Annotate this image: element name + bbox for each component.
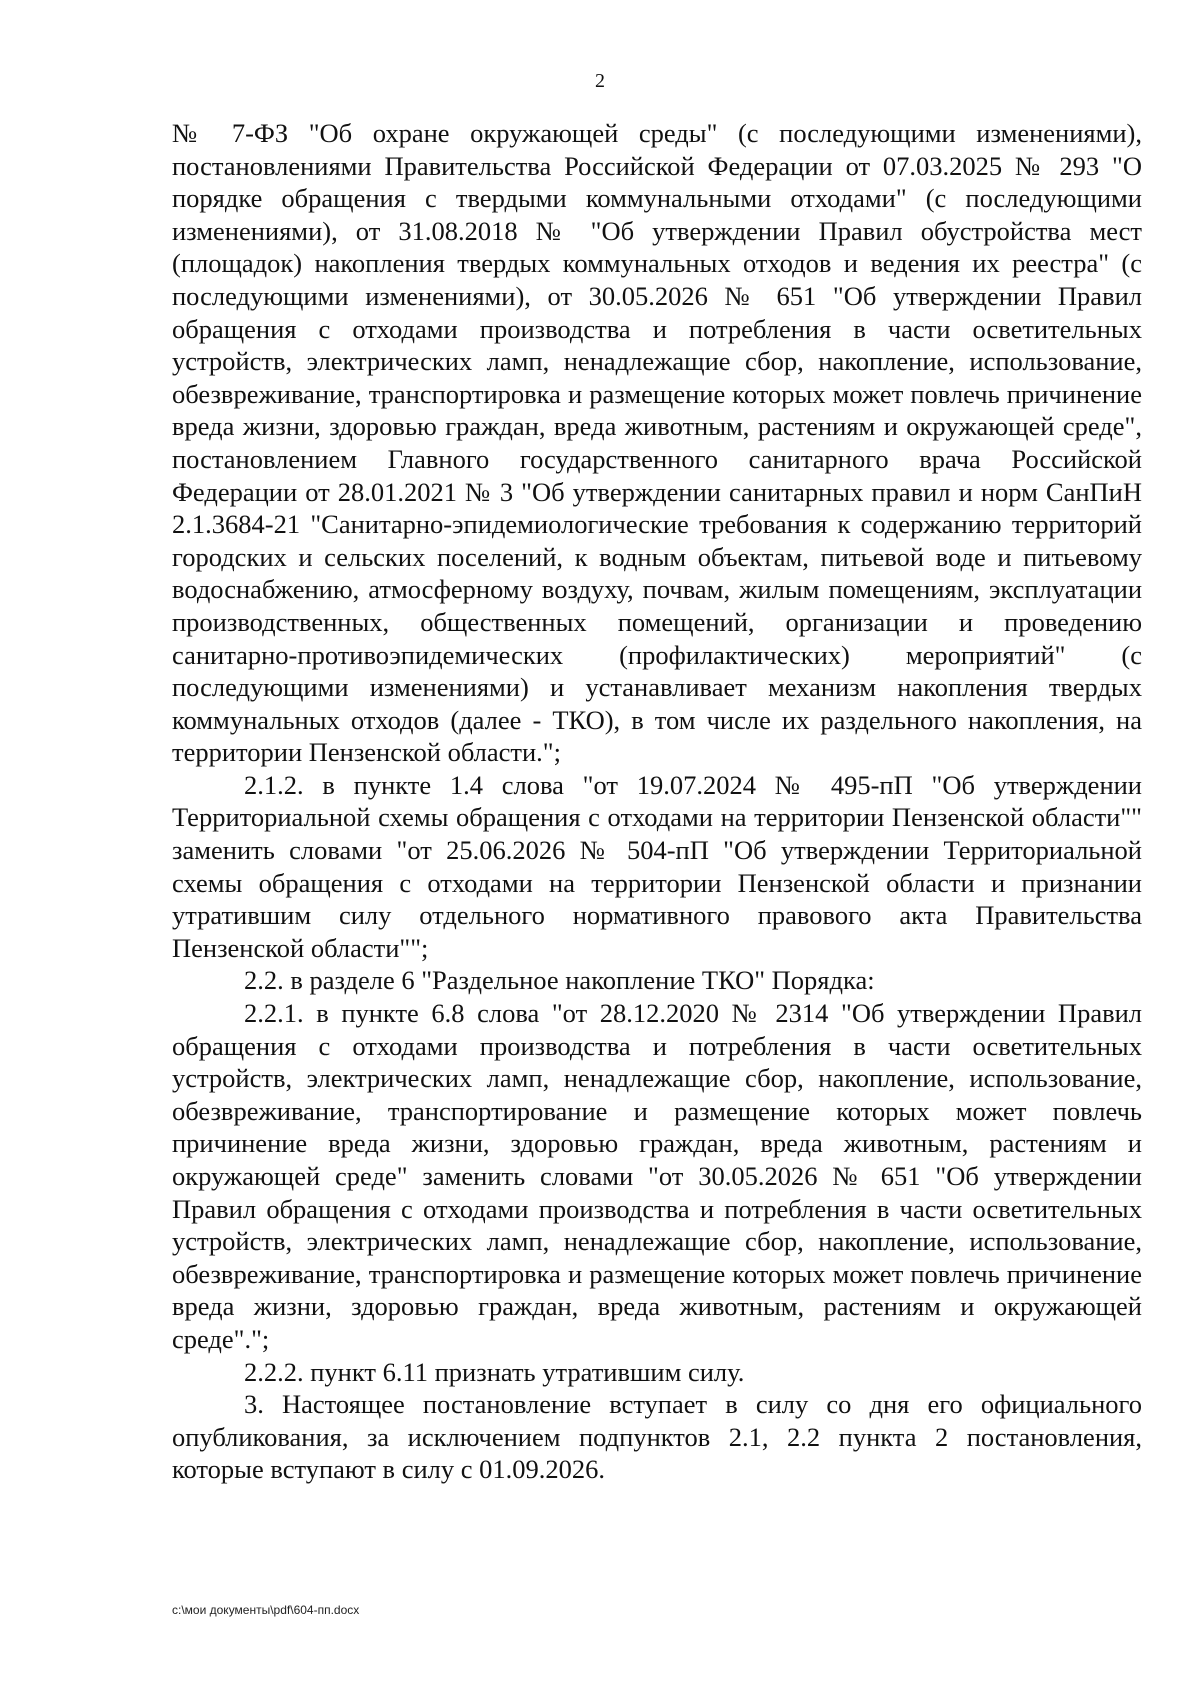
paragraph-item-2-1-2: 2.1.2. в пункте 1.4 слова "от 19.07.2024 № 495-пП "Об утверждении Территориальной схемы обращения с отходами на территории Пензенской области"" заменить словами "от 25.06.2026 № 504-пП "Об утверждении Территориальной схемы обращения с отходами на территории Пензенской области и признании утратившим силу отдельного нормативного правового акта Правительства Пензенской области""; [172,769,1142,963]
paragraph-continuation: № 7-ФЗ "Об охране окружающей среды" (с последующими изменениями), постановлениями Правительства Российской Федерации от 07.03.2025 № 293 "О порядке обращения с твердыми коммунальными отходами" (с последующими изменениями), от 31.08.2018 № "Об утверждении Правил обустройства мест (площадок) накопления твердых коммунальных отходов и ведения их реестра" (с последующими изменениями), от 30.05.2026 № 651 "Об утверждении Правил обращения с отходами производства и потребления в части осветительных устройств, электрических ламп, ненадлежащие сбор, накопление, использование, обезвреживание, транспортировка и размещение которых может повлечь причинение вреда жизни, здоровью граждан, вреда животным, растениям и окружающей среде", постановлением Главного государственного санитарного врача Российской Федерации от 28.01.2021 № 3 "Об утверждении санитарных правил и норм СанПиН 2.1.3684-21 "Санитарно-эпидемиологические требования к содержанию территорий городских и сельских поселений, к водным объектам, питьевой воде и питьевому водоснабжению, атмосферному воздуху, почвам, жилым помещениям, эксплуатации производственных, общественных помещений, организации и проведению санитарно-противоэпидемических (профилактических) мероприятий" (с последующими изменениями) и устанавливает механизм накопления твердых коммунальных отходов (далее - ТКО), в том числе их раздельного накопления, на территории Пензенской области."; [172,118,1142,768]
footer-file-path: c:\мои документы\pdf\604-пп.docx [172,1603,360,1617]
document-body [172,117,1142,1486]
page-number: 2 [595,70,605,92]
paragraph-item-2-2: 2.2. в разделе 6 "Раздельное накопление ТКО" Порядка: [244,965,875,996]
paragraph-item-2-2-2: 2.2.2. пункт 6.11 признать утратившим силу. [244,1356,745,1387]
paragraph-item-3: 3. Настоящее постановление вступает в силу со дня его официального опубликования, за исключением подпунктов 2.1, 2.2 пункта 2 постановления, которые вступают в силу с 01.09.2026. [172,1389,1142,1485]
paragraph-item-2-2-1: 2.2.1. в пункте 6.8 слова "от 28.12.2020 № 2314 "Об утверждении Правил обращения с отходами производства и потребления в части осветительных устройств, электрических ламп, ненадлежащие сбор, накопление, использование, обезвреживание, транспортирование и размещение которых может повлечь причинение вреда жизни, здоровью граждан, вреда животным, растениям и окружающей среде" заменить словами "от 30.05.2026 № 651 "Об утверждении Правил обращения с отходами производства и потребления в части осветительных устройств, электрических ламп, ненадлежащие сбор, накопление, использование, обезвреживание, транспортировка и размещение которых может повлечь причинение вреда жизни, здоровью граждан, вреда животным, растениям и окружающей среде"."; [172,998,1142,1354]
